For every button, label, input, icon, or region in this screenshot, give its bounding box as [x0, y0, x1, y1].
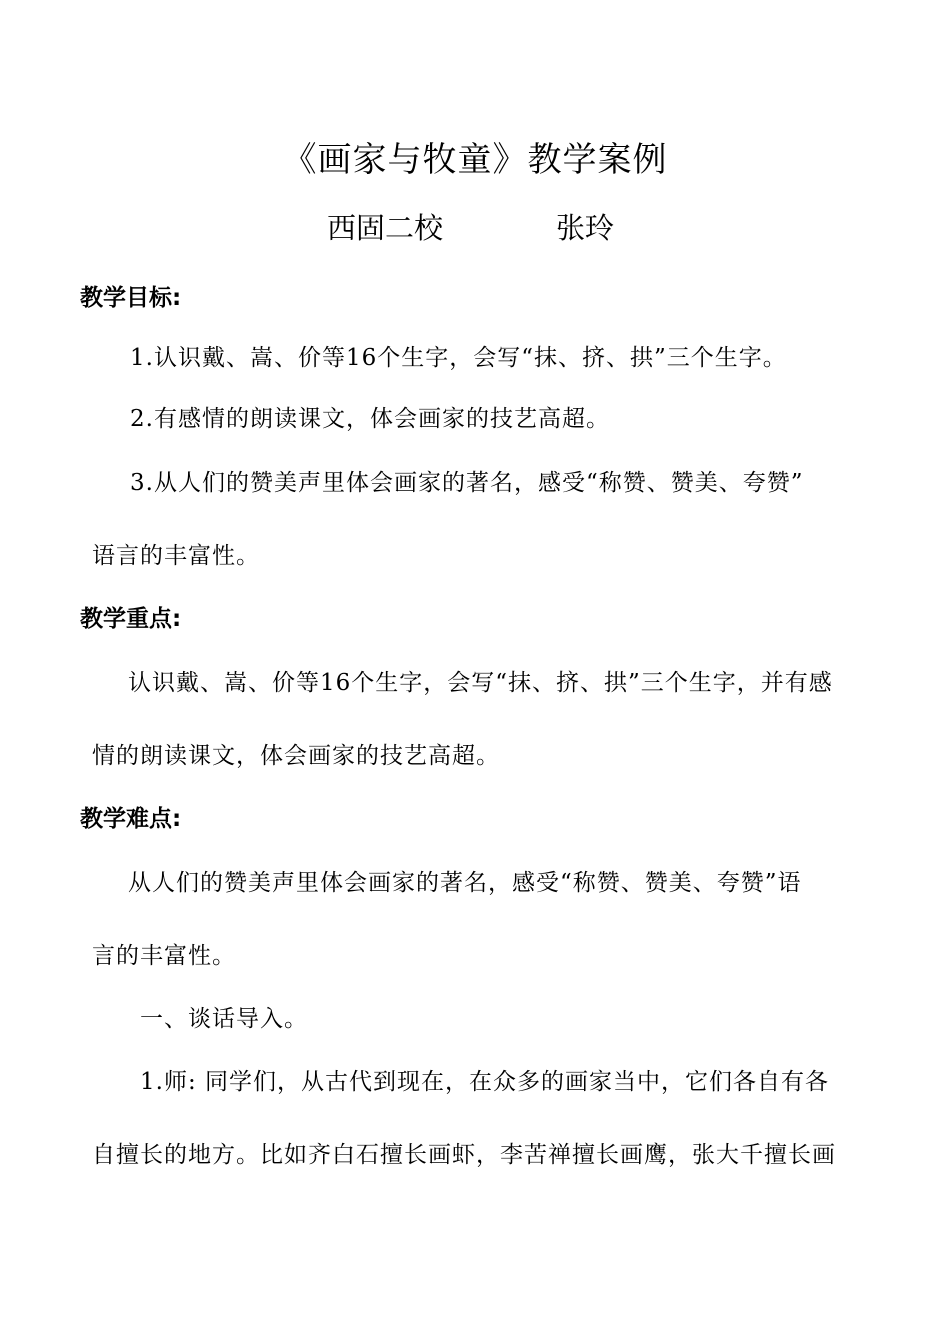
document-title: 《画家与牧童》教学案例: [282, 140, 668, 180]
school-name: 西固二校: [327, 211, 444, 245]
intro-line-1: 1.师: 同学们，从古代到现在，在众多的画家当中，它们各自有各: [140, 1069, 830, 1095]
goals-heading: 教学目标:: [80, 285, 182, 311]
intro-heading: 一、谈话导入。: [140, 1006, 308, 1032]
key-points-heading: 教学重点:: [80, 606, 182, 632]
goal-line-4: 语言的丰富性。: [92, 543, 260, 569]
intro-line-2: 自擅长的地方。比如齐白石擅长画虾，李苦禅擅长画鹰，张大千擅长画: [92, 1142, 836, 1168]
goal-line-1: 1.认识戴、嵩、价等16个生字，会写“抹、挤、拱”三个生字。: [130, 345, 787, 371]
key-point-line-1: 认识戴、嵩、价等16个生字，会写“抹、挤、拱”三个生字，并有感: [128, 670, 833, 696]
key-point-line-2: 情的朗读课文，体会画家的技艺高超。: [92, 743, 500, 769]
difficulties-heading: 教学难点:: [80, 806, 182, 832]
goal-line-2: 2.有感情的朗读课文，体会画家的技艺高超。: [130, 406, 610, 432]
difficulty-line-2: 言的丰富性。: [92, 943, 236, 969]
author-name: 张玲: [556, 211, 615, 245]
difficulty-line-1: 从人们的赞美声里体会画家的著名，感受“称赞、赞美、夸赞”语: [128, 870, 802, 896]
goal-line-3: 3.从人们的赞美声里体会画家的著名，感受“称赞、赞美、夸赞”: [130, 470, 804, 496]
